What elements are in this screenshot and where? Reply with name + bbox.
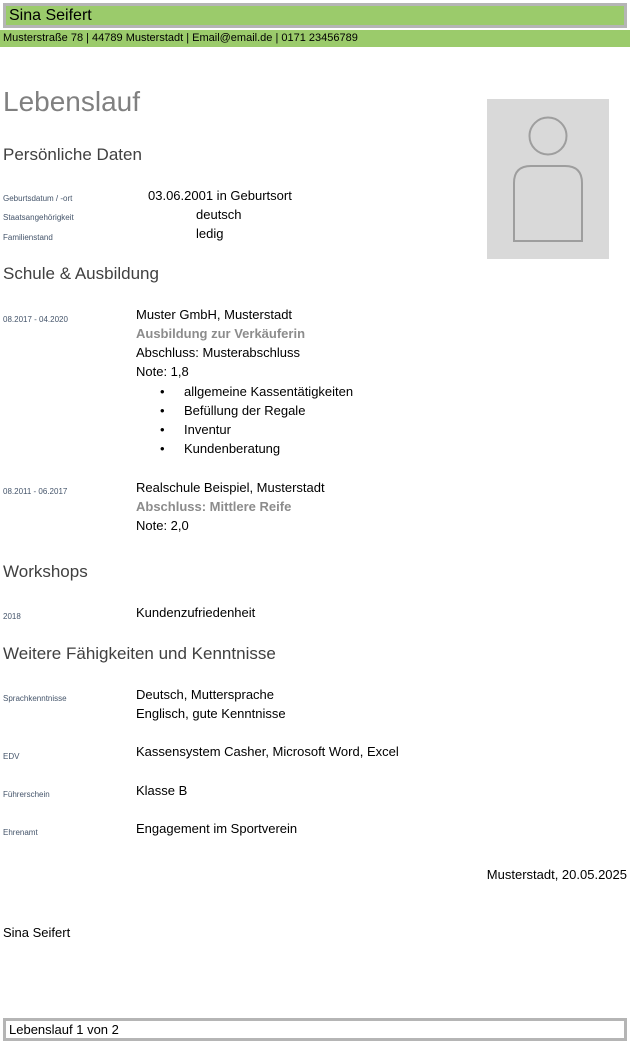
value-nationality: deutsch [196, 207, 242, 222]
list-item: • Inventur [160, 422, 231, 437]
label-birth: Geburtsdatum / -ort [3, 194, 73, 203]
list-item: • Befüllung der Regale [160, 403, 306, 418]
profile-photo [487, 99, 609, 259]
education-degree: Abschluss: Mittlere Reife [136, 499, 292, 514]
value-it-skills: Kassensystem Casher, Microsoft Word, Excel [136, 744, 399, 759]
education-grade: Note: 2,0 [136, 518, 189, 533]
section-title-personal: Persönliche Daten [3, 145, 142, 164]
user-placeholder-icon [487, 99, 609, 259]
label-drivers-license: Führerschein [3, 790, 50, 799]
section-title-education: Schule & Ausbildung [3, 264, 159, 283]
workshop-title: Kundenzufriedenheit [136, 605, 256, 620]
label-languages: Sprachkenntnisse [3, 694, 67, 703]
education-degree: Ausbildung zur Verkäuferin [136, 326, 306, 341]
list-item: • allgemeine Kassentätigkeiten [160, 384, 354, 399]
label-nationality: Staatsangehörigkeit [3, 213, 74, 222]
page-title: Lebenslauf [3, 86, 141, 117]
section-title-workshops: Workshops [3, 562, 88, 581]
value-volunteering: Engagement im Sportverein [136, 821, 298, 836]
education-grade: Note: 1,8 [136, 364, 189, 379]
list-item: • Kundenberatung [160, 441, 281, 456]
value-marital-status: ledig [196, 226, 224, 241]
education-institution: Realschule Beispiel, Musterstadt [136, 480, 325, 495]
education-institution: Muster GmbH, Musterstadt [136, 307, 293, 322]
signature-name: Sina Seifert [3, 925, 71, 940]
page-footer: Lebenslauf 1 von 2 [3, 1018, 627, 1041]
label-marital-status: Familienstand [3, 233, 53, 242]
education-period: 08.2017 - 04.2020 [3, 315, 68, 324]
workshop-year: 2018 [3, 612, 21, 621]
value-birth: 03.06.2001 in Geburtsort [148, 188, 292, 203]
value-language-german: Deutsch, Muttersprache [136, 687, 275, 702]
header-contact: Musterstraße 78 | 44789 Musterstadt | Email@email.de | 0171 23456789 [0, 30, 630, 47]
label-volunteering: Ehrenamt [3, 828, 38, 837]
education-qualification: Abschluss: Musterabschluss [136, 345, 301, 360]
place-date: Musterstadt, 20.05.2025 [486, 867, 627, 882]
education-period: 08.2011 - 06.2017 [3, 487, 68, 496]
header-name: Sina Seifert [3, 3, 627, 28]
label-it-skills: EDV [3, 752, 20, 761]
value-language-english: Englisch, gute Kenntnisse [136, 706, 286, 721]
section-title-skills: Weitere Fähigkeiten und Kenntnisse [3, 644, 276, 663]
value-drivers-license: Klasse B [136, 783, 188, 798]
